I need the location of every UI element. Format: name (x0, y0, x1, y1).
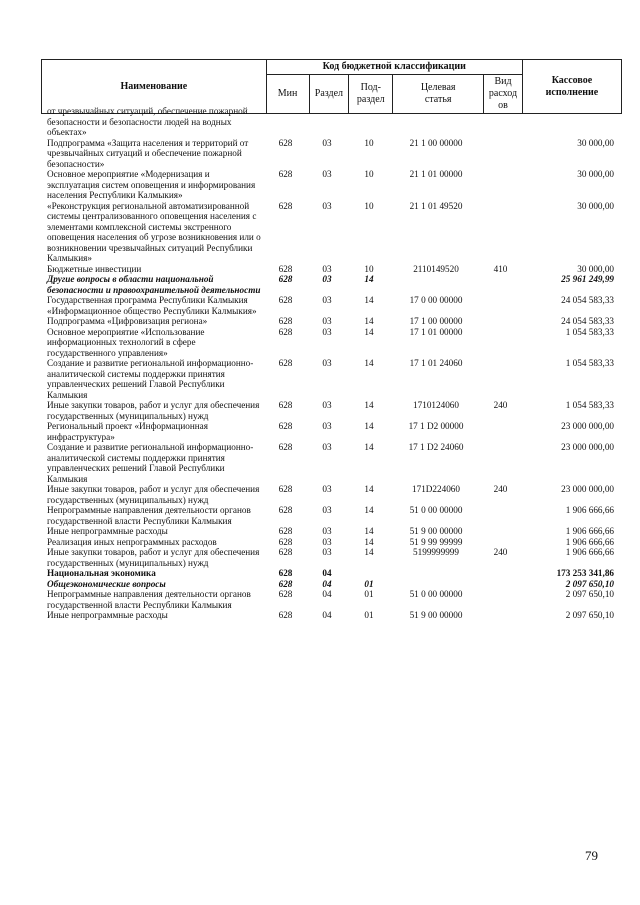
cell-razd: 03 (322, 526, 332, 536)
cell-razd: 03 (322, 137, 332, 148)
cell-min: 628 (278, 274, 293, 284)
cell-min: 628 (278, 326, 293, 337)
cell-pod: 14 (364, 421, 374, 431)
cell-name: Основное мероприятие «Модернизация и эксплуатация систем оповещения и информирования населения Республики Калмыкия» (47, 169, 256, 200)
cell-name: Другие вопросы в области национальной безопасности и правоохранительной деятельности (47, 274, 261, 295)
cell-pod: 01 (364, 578, 374, 589)
cell-name: Иные непрограммные расходы (47, 610, 168, 620)
cell-name: Подпрограмма «Защита населения и территорий от чрезвычайных ситуаций и обеспечение пожарной безопасности» (47, 137, 249, 169)
cell-min: 628 (278, 358, 293, 368)
header-cs-line1: Целевая (420, 82, 456, 93)
cell-cs: 21 1 01 49520 (409, 200, 463, 211)
table-row (41, 568, 622, 579)
header-sum-line2: исполнение (545, 86, 599, 98)
cell-min: 628 (278, 536, 293, 547)
cell-name: Основное мероприятие «Использование информационных технологий в сфере государственного управления» (47, 326, 205, 358)
cell-razd: 03 (322, 326, 332, 337)
cell-cs: 17 1 00 00000 (409, 316, 463, 326)
table-row (41, 589, 622, 610)
cell-pod: 14 (364, 326, 374, 337)
cell-sum: 24 054 583,33 (561, 295, 614, 305)
cell-sum: 1 906 666,66 (565, 547, 614, 557)
cell-sum: 173 253 341,86 (556, 568, 614, 578)
cell-name: Общеэкономические вопросы (47, 578, 166, 589)
cell-sum: 23 000 000,00 (561, 484, 614, 494)
header-min: Мин (266, 75, 309, 114)
cell-pod: 14 (364, 316, 374, 326)
table-row (41, 295, 622, 316)
cell-min: 628 (278, 169, 293, 179)
cell-pod: 14 (364, 442, 374, 452)
cell-name: Иные закупки товаров, работ и услуг для обеспечения государственных (муниципальных) нужд (47, 484, 260, 505)
table-body (41, 106, 622, 621)
cell-vr: 410 (493, 263, 508, 274)
cell-razd: 03 (322, 442, 332, 452)
cell-razd: 03 (322, 400, 332, 410)
table-row (41, 274, 622, 295)
cell-pod: 10 (364, 137, 374, 148)
cell-pod: 10 (364, 263, 374, 274)
table-row (41, 316, 622, 327)
table-row (41, 547, 622, 568)
cell-pod: 14 (364, 400, 374, 410)
cell-name: Подпрограмма «Цифровизация региона» (47, 316, 208, 326)
cell-cs: 17 1 01 24060 (409, 358, 463, 368)
header-razdel: Раздел (309, 75, 349, 114)
cell-name: «Реконструкция региональной автоматизированной системы централизованного оповещения населения с элементами комплексной системы экстренного оповещения населения об угрозе возникновения или о возникновении чрезвычайных ситуаций Республики Калмыкия» (47, 200, 261, 263)
header-podrazdel-line1: Под- (360, 82, 381, 93)
cell-razd: 03 (322, 358, 332, 368)
table-row (41, 169, 622, 201)
cell-min: 628 (278, 316, 293, 326)
cell-name: Национальная экономика (47, 568, 156, 578)
cell-pod: 14 (364, 274, 374, 284)
table-row (41, 201, 622, 264)
cell-pod: 14 (364, 536, 374, 547)
cell-min: 628 (278, 263, 293, 274)
cell-cs: 17 0 00 00000 (409, 295, 463, 305)
cell-sum: 30 000,00 (577, 169, 614, 179)
cell-razd: 03 (322, 200, 332, 211)
cell-pod: 10 (364, 169, 374, 179)
header-cs-line2: статья (424, 94, 452, 105)
cell-cs: 21 1 00 00000 (409, 137, 463, 148)
cell-sum: 25 961 249,99 (561, 274, 614, 284)
table-row (41, 358, 622, 400)
cell-min: 628 (278, 484, 293, 494)
table-row (41, 138, 622, 170)
cell-sum: 30 000,00 (577, 263, 614, 274)
cell-sum: 2 097 650,10 (565, 578, 614, 589)
cell-min: 628 (278, 421, 293, 431)
cell-name: Непрограммные направления деятельности органов государственной власти Республики Калмыкия (47, 589, 251, 610)
cell-sum: 1 906 666,66 (565, 526, 614, 536)
cell-vr: 240 (493, 484, 508, 494)
cell-sum: 1 054 583,33 (565, 400, 614, 410)
cell-razd: 04 (322, 610, 332, 620)
header-vr-line2: расход (488, 88, 518, 99)
table-row (41, 327, 622, 359)
header-kbk: Код бюджетной классификации (266, 60, 522, 75)
cell-name: от чрезвычайных ситуаций, обеспечение пожарной безопасности и безопасности людей на водных объектах» (47, 106, 248, 137)
table-row (41, 537, 622, 548)
cell-cs: 17 1 D2 24060 (408, 442, 464, 452)
cell-cs: 5199999999 (413, 547, 459, 557)
cell-cs: 171D224060 (412, 484, 460, 494)
table-row (41, 442, 622, 484)
table-row (41, 610, 622, 621)
cell-name: Создание и развитие региональной информационно-аналитической системы поддержки принятия управленческих решений Главой Республики Калмыкия (47, 358, 254, 400)
cell-vr: 240 (493, 400, 508, 410)
cell-name: Иные закупки товаров, работ и услуг для обеспечения государственных (муниципальных) нужд (47, 400, 260, 421)
cell-sum: 1 906 666,66 (565, 505, 614, 515)
cell-razd: 03 (322, 169, 332, 179)
cell-pod: 14 (364, 484, 374, 494)
cell-sum: 2 097 650,10 (565, 610, 614, 620)
cell-name: Создание и развитие региональной информационно-аналитической системы поддержки принятия управленческих решений Главой Республики Калмыкия (47, 442, 254, 484)
cell-min: 628 (278, 137, 293, 148)
cell-razd: 03 (322, 295, 332, 305)
cell-name: Региональный проект «Информационная инфраструктура» (47, 421, 208, 442)
cell-min: 628 (278, 610, 293, 620)
cell-sum: 23 000 000,00 (561, 442, 614, 452)
cell-pod: 14 (364, 295, 374, 305)
cell-min: 628 (278, 547, 293, 557)
cell-cs: 17 1 01 00000 (409, 326, 463, 337)
cell-cs: 51 9 00 00000 (409, 526, 463, 536)
cell-min: 628 (278, 568, 293, 578)
cell-name: Иные непрограммные расходы (47, 526, 168, 536)
cell-name: Государственная программа Республики Калмыкия «Информационное общество Республики Калмыкия» (47, 295, 257, 316)
cell-razd: 03 (322, 484, 332, 494)
cell-sum: 1 054 583,33 (565, 326, 614, 337)
cell-razd: 03 (322, 505, 332, 515)
table-row (41, 526, 622, 537)
cell-name: Непрограммные направления деятельности органов государственной власти Республики Калмыкия (47, 505, 251, 526)
cell-min: 628 (278, 442, 293, 452)
cell-sum: 30 000,00 (577, 137, 614, 148)
cell-pod: 10 (364, 200, 374, 211)
cell-pod: 01 (364, 610, 374, 620)
cell-sum: 30 000,00 (577, 200, 614, 211)
cell-name: Иные закупки товаров, работ и услуг для обеспечения государственных (муниципальных) нужд (47, 547, 260, 568)
cell-min: 628 (278, 200, 293, 211)
table-row (41, 400, 622, 421)
cell-pod: 14 (364, 505, 374, 515)
table-row (41, 505, 622, 526)
cell-cs: 21 1 01 00000 (409, 169, 463, 179)
header-vr-line3: ов (498, 100, 508, 111)
cell-min: 628 (278, 505, 293, 515)
header-name: Наименование (42, 60, 267, 114)
cell-sum: 24 054 583,33 (561, 316, 614, 326)
cell-pod: 14 (364, 547, 374, 557)
cell-pod: 01 (364, 589, 374, 599)
cell-pod: 14 (364, 526, 374, 536)
table-row (41, 106, 622, 138)
cell-min: 628 (278, 589, 293, 599)
cell-sum: 1 906 666,66 (565, 536, 614, 547)
cell-razd: 03 (322, 421, 332, 431)
cell-cs: 51 9 99 99999 (409, 536, 463, 547)
cell-name: Реализация иных непрограммных расходов (47, 536, 217, 547)
cell-name: Бюджетные инвестиции (47, 263, 142, 274)
cell-cs: 51 0 00 00000 (409, 505, 463, 515)
cell-vr: 240 (493, 547, 508, 557)
cell-min: 628 (278, 400, 293, 410)
cell-razd: 03 (322, 536, 332, 547)
cell-cs: 51 0 00 00000 (409, 589, 463, 599)
cell-cs: 2110149520 (413, 263, 459, 274)
cell-razd: 03 (322, 547, 332, 557)
table-row (41, 421, 622, 442)
cell-cs: 1710124060 (413, 400, 459, 410)
header-podrazdel-line2: раздел (356, 94, 385, 105)
cell-razd: 03 (322, 316, 332, 326)
cell-sum: 1 054 583,33 (565, 358, 614, 368)
cell-min: 628 (278, 295, 293, 305)
cell-cs: 17 1 D2 00000 (408, 421, 464, 431)
table-row (41, 579, 622, 590)
cell-sum: 23 000 000,00 (561, 421, 614, 431)
header-sum-line1: Кассовое (551, 74, 593, 86)
cell-razd: 04 (322, 589, 332, 599)
cell-min: 628 (278, 578, 293, 589)
cell-razd: 04 (322, 568, 332, 578)
cell-min: 628 (278, 526, 293, 536)
cell-razd: 03 (322, 274, 332, 284)
page-number: 79 (585, 848, 598, 863)
cell-razd: 04 (322, 578, 332, 589)
cell-razd: 03 (322, 263, 332, 274)
cell-pod: 14 (364, 358, 374, 368)
table-row (41, 264, 622, 275)
cell-cs: 51 9 00 00000 (409, 610, 463, 620)
header-vr-line1: Вид (494, 76, 512, 87)
cell-sum: 2 097 650,10 (565, 589, 614, 599)
table-row (41, 484, 622, 505)
